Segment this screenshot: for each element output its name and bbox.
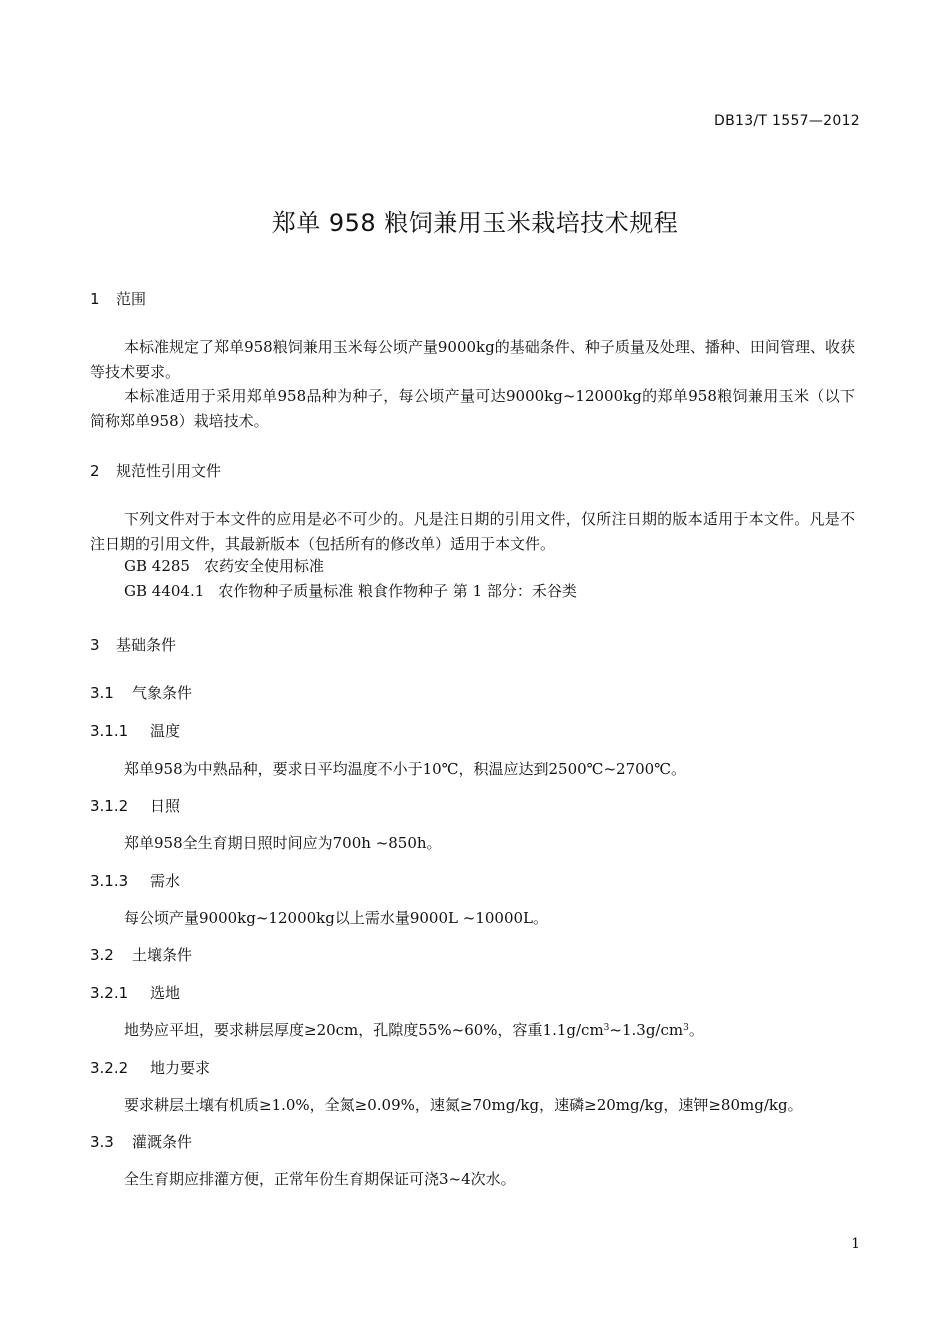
section-number: 3.3 [90, 1133, 114, 1151]
document-number: DB13/T 1557—2012 [714, 113, 860, 129]
section-title: 地力要求 [150, 1059, 211, 1077]
section-title: 气象条件 [132, 684, 193, 702]
reference-title: 农药安全使用标准 [203, 557, 324, 575]
section-number: 3.1.3 [90, 872, 129, 890]
section-2-heading [90, 460, 221, 481]
section-title: 选地 [150, 984, 181, 1002]
section-title: 温度 [150, 722, 181, 740]
reference-code: GB 4404.1 [124, 582, 205, 600]
section-title: 规范性引用文件 [116, 462, 222, 480]
page-number: 1 [851, 1236, 860, 1252]
scope-paragraph-2: 本标准适用于采用郑单958品种为种子，每公顷产量可达9000kg~12000kg的郑单958粮饲兼用玉米（以下简称郑单958）栽培技术。 [90, 387, 855, 430]
subsection-3-2-2-heading [90, 1057, 210, 1078]
site-selection-text [124, 1019, 704, 1040]
section-number: 3.2.2 [90, 1059, 129, 1077]
section-title: 需水 [150, 872, 181, 890]
reference-code: GB 4285 [124, 557, 190, 575]
section-number: 3.2 [90, 946, 114, 964]
sunshine-text: 郑单958全生育期日照时间应为700h ~850h。 [124, 834, 442, 852]
site-selection-text-part: 。 [688, 1021, 704, 1039]
water-requirement-text: 每公顷产量9000kg~12000kg以上需水量9000L ~10000L。 [124, 909, 548, 927]
reference-title: 农作物种子质量标准 粮食作物种子 第 1 部分：禾谷类 [218, 582, 577, 600]
superscript: 3 [683, 1023, 689, 1033]
subsection-3-1-heading [90, 682, 192, 703]
section-number: 2 [90, 462, 100, 480]
subsection-3-2-1-heading [90, 982, 180, 1003]
subsection-3-3-heading [90, 1131, 192, 1152]
site-selection-text-part: ~1.3g/cm [609, 1021, 684, 1039]
section-title: 土壤条件 [132, 946, 193, 964]
temperature-text: 郑单958为中熟品种，要求日平均温度不小于10℃，积温应达到2500℃~2700℃。 [124, 760, 686, 778]
section-number: 3.1.1 [90, 722, 129, 740]
section-3-heading [90, 634, 176, 655]
superscript: 3 [603, 1023, 610, 1033]
subsection-3-1-1-heading [90, 720, 180, 741]
section-title: 日照 [150, 797, 181, 815]
section-title: 灌溉条件 [132, 1133, 193, 1151]
irrigation-text: 全生育期应排灌方便，正常年份生育期保证可浇3~4次水。 [124, 1170, 516, 1188]
section-number: 3 [90, 636, 100, 654]
scope-paragraph-1: 本标准规定了郑单958粮饲兼用玉米每公顷产量9000kg的基础条件、种子质量及处理、播种、田间管理、收获等技术要求。 [90, 338, 855, 381]
section-1-heading [90, 288, 146, 309]
document-title: 郑单 958 粮饲兼用玉米栽培技术规程 [271, 209, 679, 237]
section-number: 3.1 [90, 684, 114, 702]
reference-item [124, 555, 324, 576]
reference-item [124, 580, 577, 601]
section-title: 基础条件 [116, 636, 177, 654]
soil-fertility-text: 要求耕层土壤有机质≥1.0%，全氮≥0.09%，速氮≥70mg/kg，速磷≥20mg/kg，速钾≥80mg/kg。 [124, 1096, 803, 1114]
subsection-3-2-heading [90, 944, 192, 965]
section-title: 范围 [116, 290, 147, 308]
subsection-3-1-2-heading [90, 795, 180, 816]
section-number: 1 [90, 290, 100, 308]
section-number: 3.1.2 [90, 797, 129, 815]
section-number: 3.2.1 [90, 984, 129, 1002]
subsection-3-1-3-heading [90, 870, 180, 891]
normative-references-paragraph: 下列文件对于本文件的应用是必不可少的。凡是注日期的引用文件，仅所注日期的版本适用于本文件。凡是不注日期的引用文件，其最新版本（包括所有的修改单）适用于本文件。 [90, 510, 855, 553]
site-selection-text-part: 地势应平坦，要求耕层厚度≥20cm，孔隙度55%~60%，容重1.1g/cm [124, 1021, 604, 1039]
